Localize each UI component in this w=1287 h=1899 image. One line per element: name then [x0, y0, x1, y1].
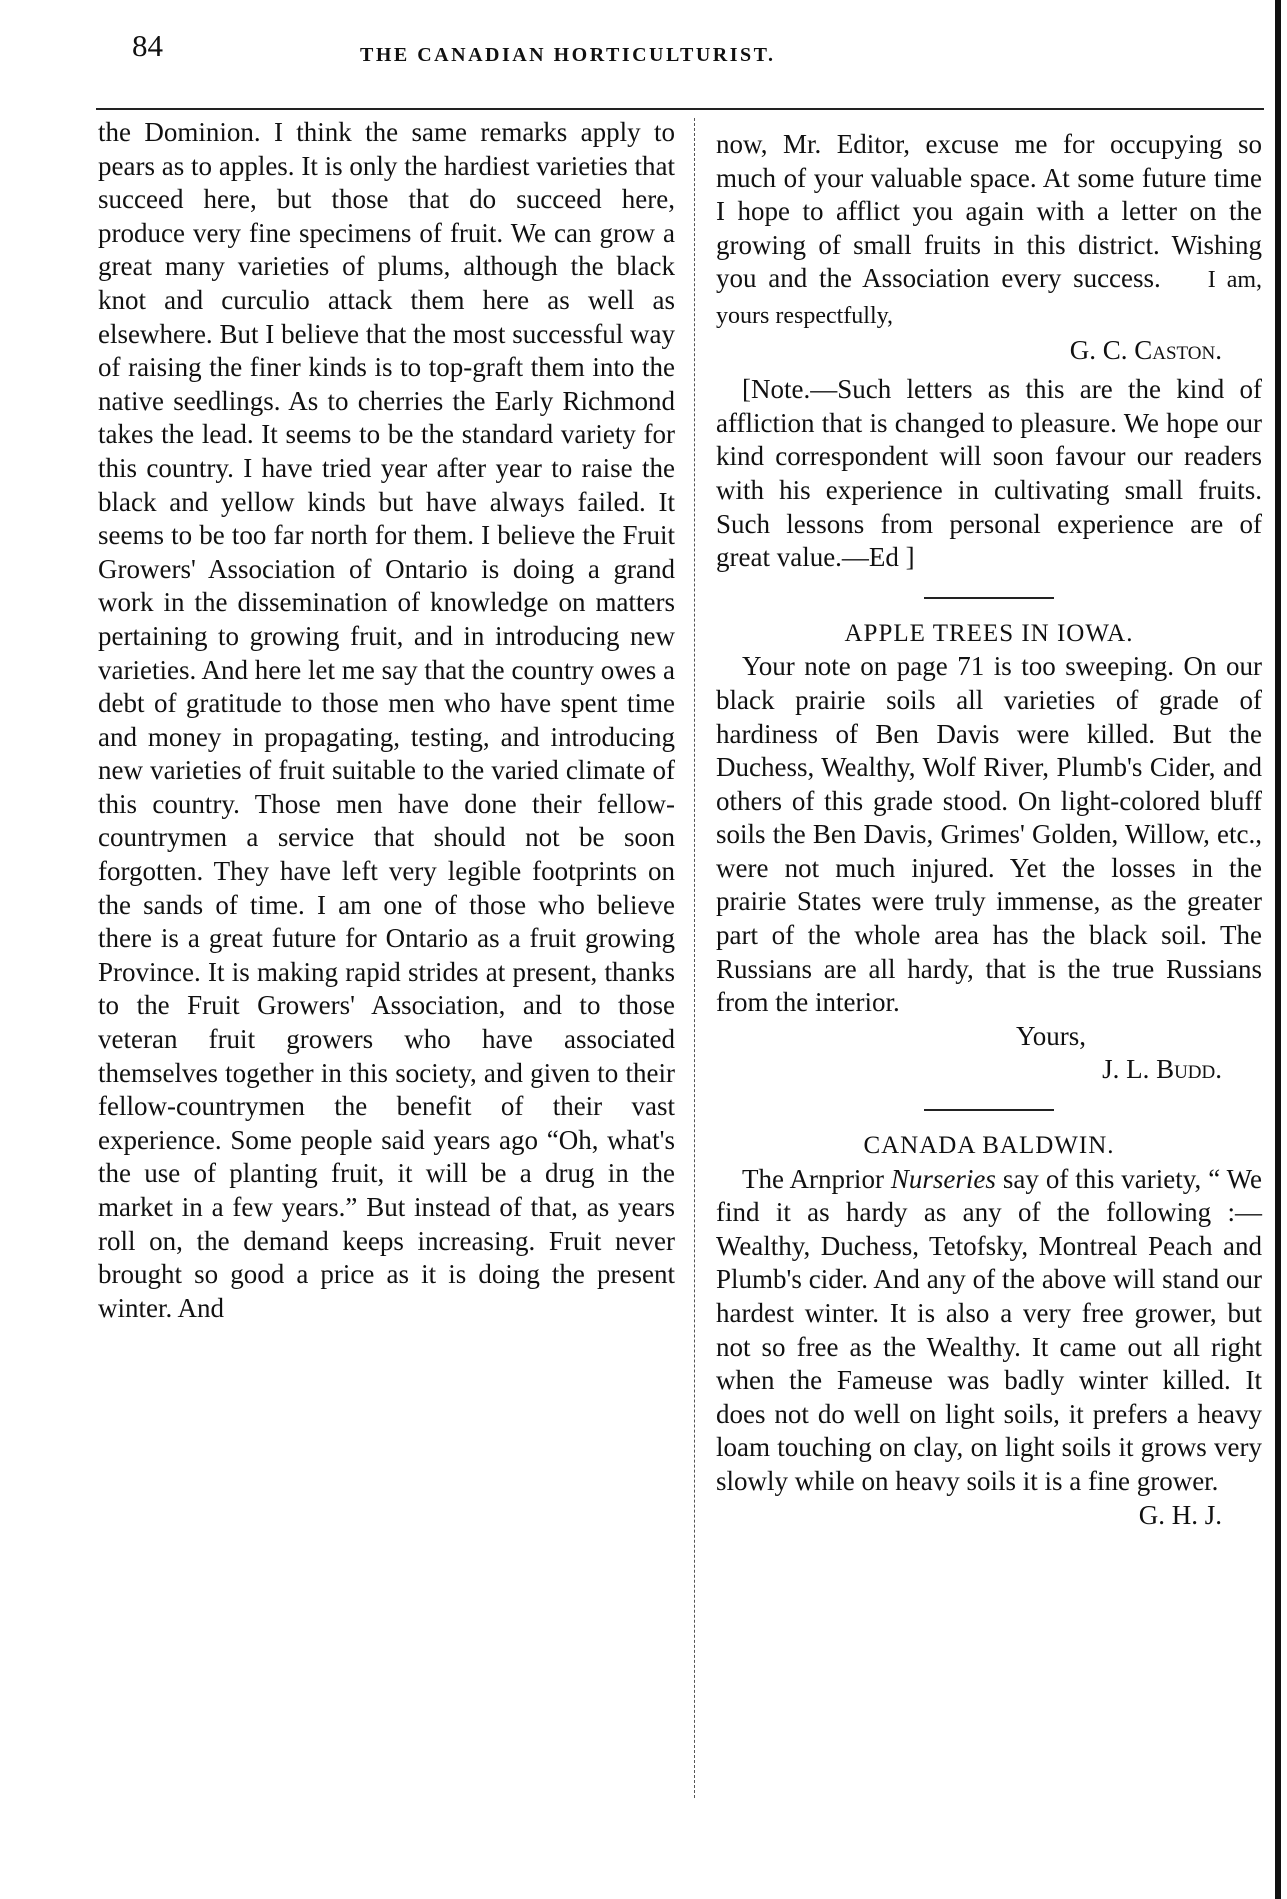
letter-closing: I am, yours respectfully, [716, 267, 1263, 329]
column-divider [694, 118, 695, 1798]
apple-trees-closing: Yours, [1016, 1020, 1087, 1051]
page-number: 84 [132, 28, 163, 63]
right-column [716, 128, 1262, 1532]
canada-baldwin-signature: G. H. J. [1138, 1499, 1222, 1530]
page-header [0, 0, 1287, 100]
letter-end-paragraph [716, 128, 1262, 334]
apple-trees-signature: J. L. Budd. [1102, 1054, 1222, 1085]
section-divider-2 [924, 1109, 1054, 1111]
canada-baldwin-body-rest: say of this variety, “ We find it as hardy as any of the following :—Wealthy, Duchess, Tetofsky, Montreal Peach and Plumb's cider. And any of the above will stand our hardest winter. It is also a very free grower, but not so free as the Wealthy. It came out all right when the Fameuse was badly winter killed. It does not do well on light soils, it prefers a heavy loam touching on clay, on light soils it grows very slowly while on heavy soils it is a fine grower. [716, 1163, 1262, 1496]
canada-baldwin-body-start: The Arnprior [742, 1163, 891, 1194]
letter-end-text: now, Mr. Editor, excuse me for occupying so much of your valuable space. At some future time I hope to afflict you again with a letter on the growing of small fruits in this district. Wishing you and the Association every success. [716, 129, 1262, 294]
running-title: THE CANADIAN HORTICULTURIST. [360, 44, 776, 66]
canada-baldwin-nurseries: Nurseries [890, 1163, 996, 1194]
letter-continuation-paragraph: the Dominion. I think the same remarks apply to pears as to apples. It is only the hardiest varieties that succeed here, but those that do succeed here, produce very fine specimens of fruit. We can grow a great many varieties of plums, although the black knot and curculio attack them here as well as elsewhere. But I believe that the most successful way of raising the finer kinds is to top-graft them into the native seedlings. As to cherries the Early Richmond takes the lead. It seems to be the standard variety for this country. I have tried year after year to raise the black and yellow kinds but have always failed. It seems to be too far north for them. I believe the Fruit Growers' Association of Ontario is doing a grand work in the dissemination of knowledge on matters pertaining to growing fruit, and in introducing new varieties. And here let me say that the country owes a debt of gratitude to those men who have spent time and money in propagating, testing, and introducing new varieties of fruit suitable to the varied climate of this country. Those men have done their fellow-countrymen a service that should not be soon forgotten. They have left very legible footprints on the sands of time. I am one of those who believe there is a great future for Ontario as a fruit growing Province. It is making rapid strides at present, thanks to the Fruit Growers' Association, and to those veteran fruit growers who have associated themselves together in this society, and given to their fellow-countrymen the benefit of their vast experience. Some people said years ago “Oh, what's the use of planting fruit, it will be a drug in the market in a few years.” But instead of that, as years roll on, the demand keeps increasing. Fruit never brought so good a price as it is doing the present winter. And [98, 117, 675, 1323]
apple-trees-heading: APPLE TREES IN IOWA. [844, 619, 1134, 647]
left-column [98, 116, 675, 1325]
header-rule [96, 108, 1264, 110]
page-edge-rule [1275, 0, 1281, 1899]
canada-baldwin-body [716, 1163, 1262, 1499]
canada-baldwin-heading: CANADA BALDWIN. [863, 1132, 1115, 1160]
apple-trees-body: Your note on page 71 is too sweeping. On our black prairie soils all varieties of grade of hardiness of Ben Davis were killed. But the Duchess, Wealthy, Wolf River, Plumb's Cider, and others of this grade stood. On light-colored bluff soils the Ben Davis, Grimes' Golden, Willow, etc., were not much injured. Yet the losses in the prairie States were truly immense, as the greater part of the whole area has the black soil. The Russians are all hardy, that is the true Russians from the interior. [716, 651, 1262, 1018]
letter-signature: G. C. Caston. [1069, 334, 1222, 365]
editor-note: [Note.—Such letters as this are the kind of affliction that is changed to pleasure. We hope our kind correspondent will soon favour our readers with his experience in cultivating small fruits. Such lessons from personal experience are of great value.—Ed ] [716, 374, 1262, 573]
section-divider [924, 597, 1054, 599]
